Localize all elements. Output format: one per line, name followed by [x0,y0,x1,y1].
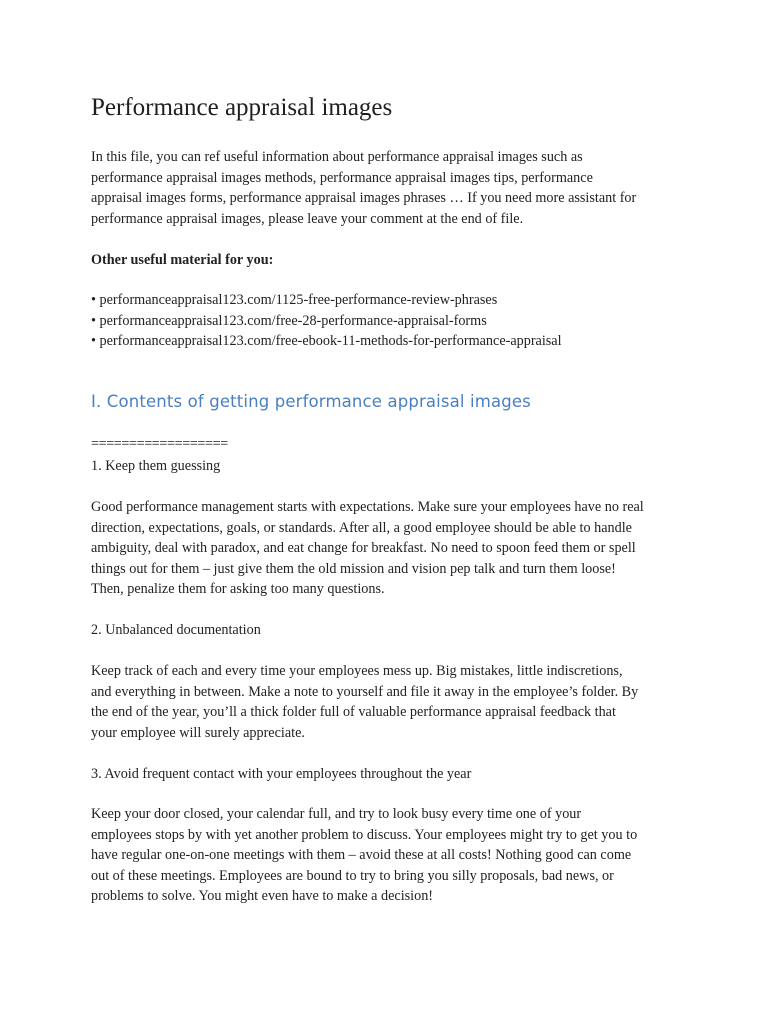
item-line: employees stops by with yet another problem to discuss. Your employees might try to get you to [91,826,638,843]
item-line: Good performance management starts with expectations. Make sure your employees have no real [91,499,644,515]
item-line: direction, expectations, goals, or standards. After all, a good employee should be able to handle [91,519,632,536]
other-material-heading: Other useful material for you: [91,252,274,268]
useful-link[interactable]: • performanceappraisal123.com/free-ebook-11-methods-for-performance-appraisal [91,333,562,350]
item-line: the end of the year, you’ll a thick folder full of valuable performance appraisal feedback that [91,704,616,721]
item-title: 2. Unbalanced documentation [91,622,261,638]
page-title: Performance appraisal images [91,94,393,121]
item-title: 1. Keep them guessing [91,458,221,474]
intro-line: appraisal images forms, performance appraisal images phrases … If you need more assistant for [91,190,637,207]
item-line: Keep your door closed, your calendar full, and try to look busy every time one of your [91,806,582,822]
item-paragraph [91,661,691,743]
item-title: 3. Avoid frequent contact with your employees throughout the year [91,766,472,782]
intro-paragraph [91,147,691,229]
intro-line: In this file, you can ref useful information about performance appraisal images such as [91,149,583,165]
item-line: Then, penalize them for asking too many questions. [91,581,385,598]
item-line: Keep track of each and every time your employees mess up. Big mistakes, little indiscretions, [91,663,623,679]
item-line: and everything in between. Make a note to yourself and file it away in the employee’s folder. By [91,683,639,700]
useful-link[interactable]: • performanceappraisal123.com/1125-free-performance-review-phrases [91,292,498,308]
intro-line: performance appraisal images methods, performance appraisal images tips, performance [91,169,593,186]
item-line: ambiguity, deal with paradox, and eat change for breakfast. No need to spoon feed them or spell [91,540,636,557]
separator-line: ================== [91,436,228,452]
item-line: out of these meetings. Employees are bound to try to bring you silly proposals, bad news, or [91,867,614,884]
item-line: have regular one-on-one meetings with them – avoid these at all costs! Nothing good can come [91,847,632,864]
section-heading: I. Contents of getting performance appraisal images [91,392,531,411]
item-line: your employee will surely appreciate. [91,724,305,741]
item-line: things out for them – just give them the old mission and vision pep talk and turn them loose! [91,560,616,577]
item-paragraph [91,804,691,907]
useful-link[interactable]: • performanceappraisal123.com/free-28-performance-appraisal-forms [91,312,487,329]
useful-links-list [91,290,562,352]
intro-line: performance appraisal images, please leave your comment at the end of file. [91,210,524,227]
item-line: problems to solve. You might even have to make a decision! [91,888,434,905]
item-paragraph [91,497,691,600]
